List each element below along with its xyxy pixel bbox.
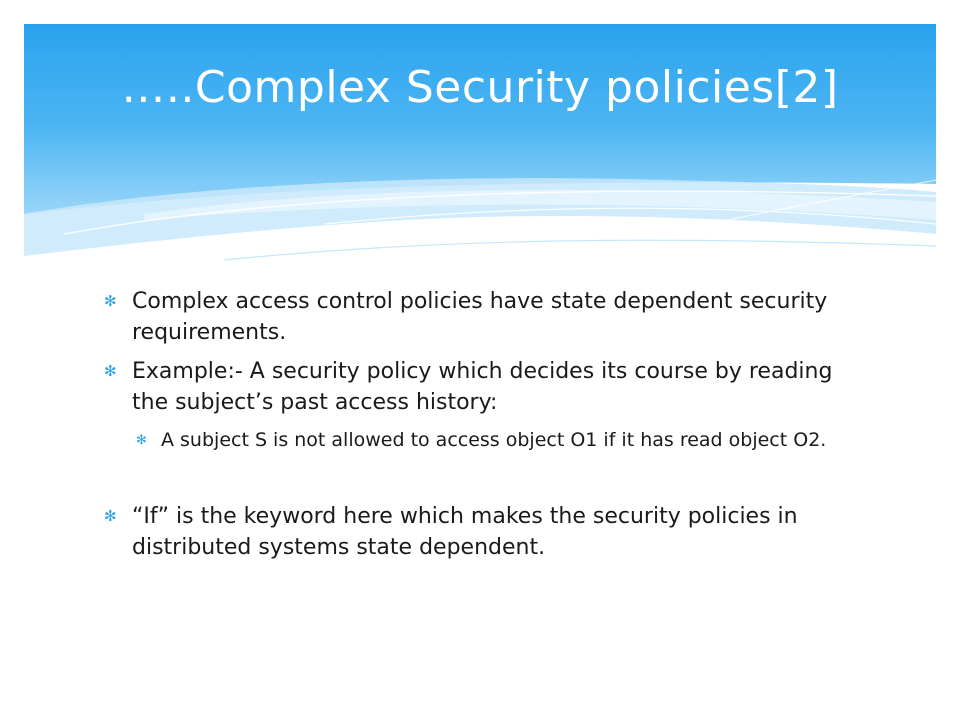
slide-title: …..Complex Security policies[2] [121, 62, 839, 113]
asterisk-bullet-icon: ✻ [104, 362, 117, 380]
asterisk-bullet-icon: ✻ [104, 292, 117, 310]
bullet-item [104, 286, 844, 348]
bullet-item [104, 501, 844, 563]
bullet-item [104, 356, 844, 418]
banner-background [24, 24, 936, 264]
asterisk-bullet-icon: ✻ [104, 507, 117, 525]
bullet-text: Complex access control policies have state dependent security requirements. [132, 289, 828, 345]
sub-bullet-text: A subject S is not allowed to access object O1 if it has read object O2. [161, 429, 827, 451]
slide-content [104, 286, 844, 571]
asterisk-bullet-icon: ✻ [136, 433, 147, 448]
bullet-text: Example:- A security policy which decides its course by reading the subject’s past access history: [132, 359, 833, 415]
bullet-text: “If” is the keyword here which makes the security policies in distributed systems state dependent. [132, 504, 798, 560]
sub-bullet-item [136, 426, 844, 455]
title-banner [24, 24, 936, 264]
